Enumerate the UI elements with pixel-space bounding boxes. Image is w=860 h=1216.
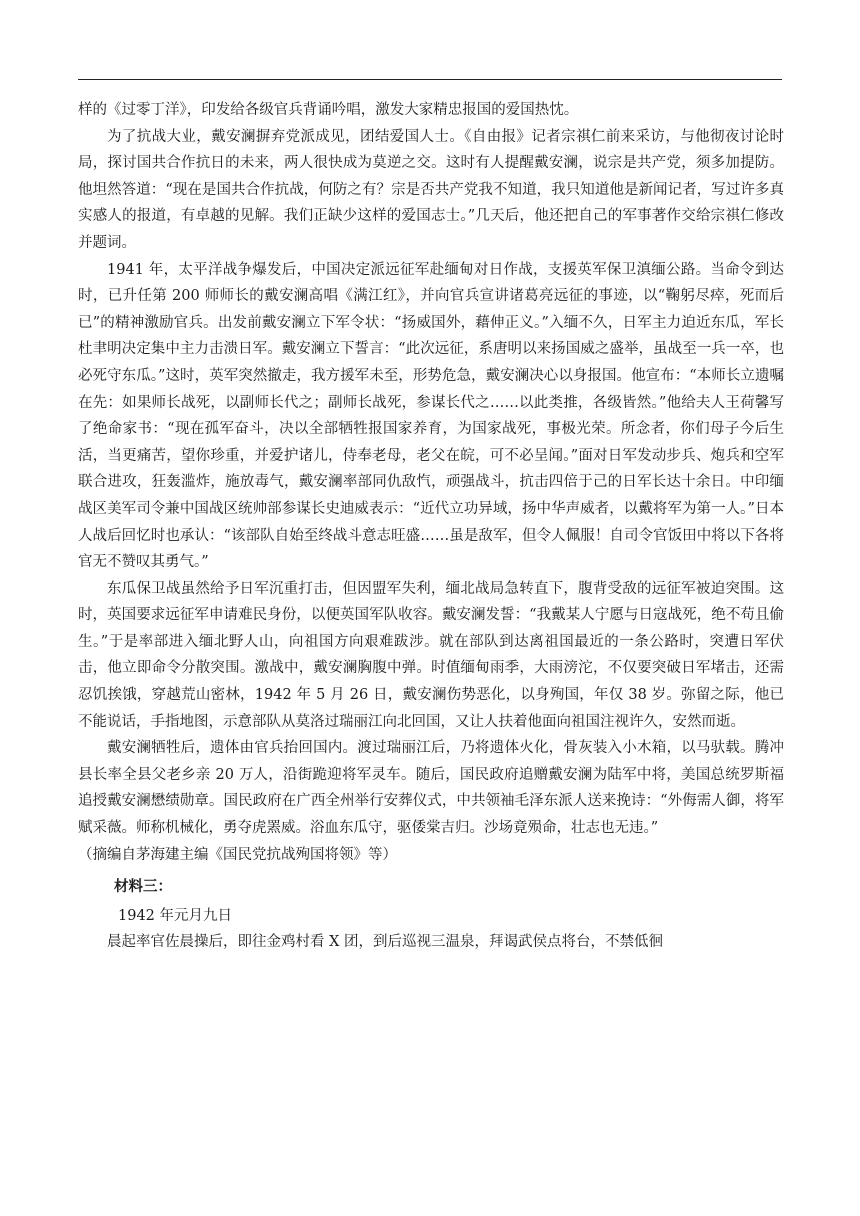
diary-date: 1942 年元月九日 bbox=[118, 907, 233, 924]
paragraph-aftermath: 戴安澜牺牲后，遗体由官兵抬回国内。渡过瑞丽江后，乃将遗体火化，骨灰装入小木箱，以马驮载。腾冲县长率全县父老乡亲 20 万人，沿街跪迎将军灵车。随后，国民政府追赠戴安澜为陆军中将，美国总统罗斯福追授戴安澜懋绩勋章。国民政府在广西全州举行安葬仪式，中共领袖毛泽东派人送来挽诗：“外侮需人御，将军赋采薇。师称机械化，勇夺虎罴威。浴血东瓜守，驱倭棠吉归。沙场竟殒命，壮志也无违。” bbox=[78, 740, 784, 837]
source-citation: （摘编自茅海建主编《国民党抗战殉国将领》等） bbox=[78, 846, 397, 863]
paragraph-retreat: 东瓜保卫战虽然给予日军沉重打击，但因盟军失利，缅北战局急转直下，腹背受敌的远征军被迫突围。这时，英国要求远征军申请难民身份，以便英国军队收容。戴安澜发誓：“我戴某人宁愿与日寇战死，绝不苟且偷生。”于是率部进入缅北野人山，向祖国方向艰难跋涉。就在部队到达离祖国最近的一条公路时，突遭日军伏击，他立即命令分散突围。激战中，戴安澜胸腹中弹。时值缅甸雨季，大雨滂沱，不仅要突破日军堵击，还需忍饥挨饿，穿越荒山密林，1942 年 5 月 26 日，戴安澜伤势恶化，以身殉国，年仅 38 岁。弥留之际，他已不能说话，手指地图，示意部队从莫洛过瑞丽江向北回国，又让人扶着他面向祖国注视许久，安然而逝。 bbox=[78, 580, 784, 730]
paragraph-continued: 样的《过零丁洋》，印发给各级官兵背诵吟唱，激发大家精忠报国的爱国热忱。 bbox=[78, 102, 579, 118]
paragraph-expedition: 1941 年，太平洋战争爆发后，中国决定派远征军赴缅甸对日作战，支援英军保卫滇缅公路。当命令到达时，已升任第 200 师师长的戴安澜高唱《满江红》，并向官兵宣讲诸葛亮远征的事迹，以“鞠躬尽瘁，死而后已”的精神激励官兵。出发前戴安澜立下军令状：“扬威国外，藉伸正义。”入缅不久，日军主力迫近东瓜，军长杜聿明决定集中主力击溃日军。戴安澜立下誓言：“此次远征，系唐明以来扬国威之盛举，虽战至一兵一卒，也必死守东瓜。”这时，英军突然撤走，我方援军未至，形势危急，戴安澜决心以身报国。他宣布：“本师长立遗嘱在先：如果师长战死，以副师长代之；副师长战死，参谋长代之……以此类推，各级皆然。”他给夫人王荷馨写了绝命家书：“现在孤军奋斗，决以全部牺牲报国家养育，为国家战死，事极光荣。所念者，你们母子今后生活，当更痛苦，望你珍重，并爱护诸儿，侍奉老母，老父在皖，可不必呈闻。”面对日军发动步兵、炮兵和空军联合进攻，狂轰滥炸，施放毒气，戴安澜率部同仇敌忾，顽强战斗，抗击四倍于己的日军长达十余日。中印缅战区美军司令兼中国战区统帅部参谋长史迪威表示：“近代立功异域，扬中华声威者，以戴将军为第一人。”日本人战后回忆时也承认：“该部队自始至终战斗意志旺盛……虽是敌军，但令人佩服！自司令官饭田中将以下各将官无不赞叹其勇气。” bbox=[78, 261, 784, 571]
paragraph-unity: 为了抗战大业，戴安澜摒弃党派成见，团结爱国人士。《自由报》记者宗祺仁前来采访，与他彻夜讨论时局，探讨国共合作抗日的未来，两人很快成为莫逆之交。这时有人提醒戴安澜，说宗是共产党，须多加提防。他坦然答道：“现在是国共合作抗战，何防之有？宗是否共产党我不知道，我只知道他是新闻记者，写过许多真实感人的报道，有卓越的见解。我们正缺少这样的爱国志士。”几天后，他还把自己的军事著作交给宗祺仁修改并题词。 bbox=[78, 128, 784, 251]
header-rule bbox=[78, 79, 782, 80]
document-body bbox=[78, 97, 784, 956]
diary-entry: 晨起率官佐晨操后，即往金鸡村看 X 团，到后巡视三温泉，拜谒武侯点将台，不禁低徊 bbox=[107, 934, 664, 951]
material-three-heading: 材料三： bbox=[114, 879, 172, 896]
